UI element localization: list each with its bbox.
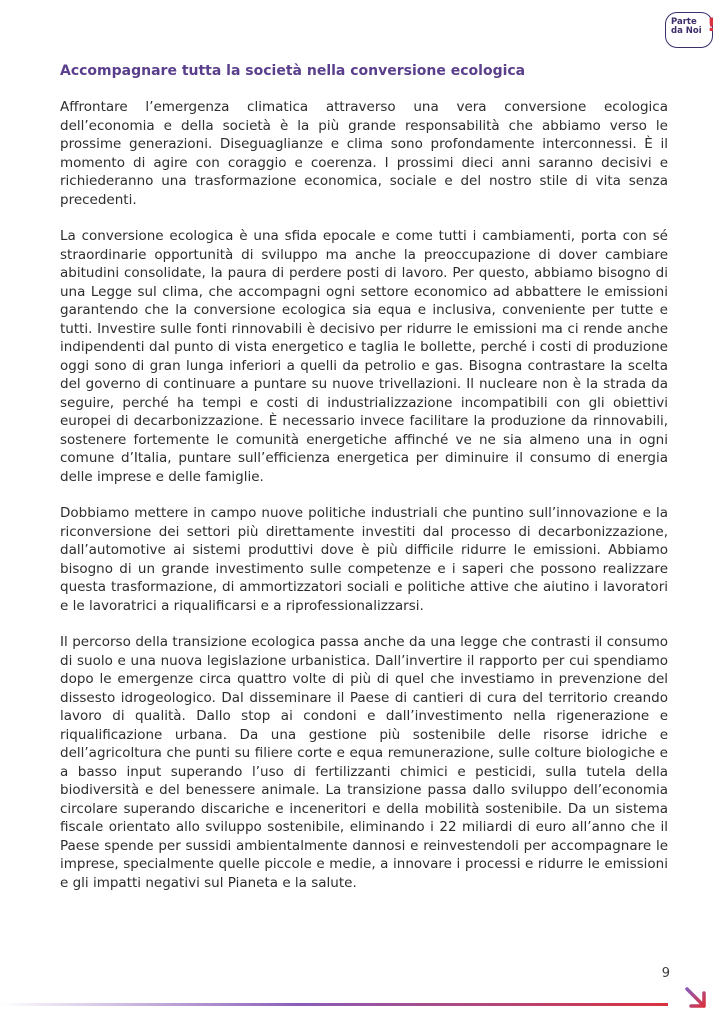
logo-line-2: da Noi [671,26,702,36]
paragraph: Dobbiamo mettere in campo nuove politiche industriali che puntino sull’innovazione e la riconversione dei settori più direttamente investiti dal processo di decarbonizzazione, dall’automotive ai sistemi produttivi dove è più difficile ridurre le emissioni. Abbiamo bisogno di un grande investimento sulle competenze e i saperi che possono realizzare questa trasformazione, di ammortizzatori sociali e politiche attive che aiutino i lavoratori e le lavoratrici a riqualificarsi e a riprofessionalizzarsi. [60,505,668,614]
page-number: 9 [661,966,670,981]
paragraph: La conversione ecologica è una sfida epocale e come tutti i cambiamenti, porta con sé straordinarie opportunità di sviluppo ma anche la preoccupazione di dover cambiare abitudini consolidate, la paura di perdere posti di lavoro. Per questo, abbiamo bisogno di una Legge sul clima, che accompagni ogni settore economico ad abbattere le emissioni garantendo che la conversione ecologica sia equa e inclusiva, conveniente per tutte e tutti. Investire sulle fonti rinnovabili è decisivo per ridurre le emissioni ma ci rende anche indipendenti dal punto di vista energetico e taglia le bollette, perché i costi di produzione oggi sono di gran lunga inferiori a quelli da petrolio e gas. Bisogna contrastare la scelta del governo di continuare a puntare su nuove trivellazioni. Il nucleare non è la strada da seguire, perché ha tempi e costi di industrializzazione incompatibili con gli obiettivi europei di decarbonizzazione. È necessario invece facilitare la produzione da rinnovabili, sostenere fortemente le comunità energetiche affinché ve ne sia almeno una in ogni comune d’Italia, puntare sull’efficienza energetica per diminuire il consumo di energia delle imprese e delle famiglie. [60,228,668,485]
paragraph: Il percorso della transizione ecologica passa anche da una legge che contrasti il consumo di suolo e una nuova legislazione urbanistica. Dall’invertire il rapporto per cui spendiamo dopo le emergenze circa quattro volte di più di quel che investiamo in prevenzione del dissesto idrogeologico. Dal disseminare il Paese di cantieri di cura del territorio creando lavoro di qualità. Dallo stop ai condoni e dall’investimento nella rigenerazione e riqualificazione urbana. Da una gestione più sostenibile delle risorse idriche e dell’agricoltura che punti su filiere corte e equa remunerazione, sulle colture biologiche e a basso input superando l’uso di fertilizzanti chimici e pesticidi, sulla tutela della biodiversità e del benessere animale. La transizione passa dallo sviluppo dell’economia circolare superando discariche e inceneritori e della mobilità sostenibile. Da un sistema fiscale orientato allo sviluppo sostenibile, eliminando i 22 miliardi di euro all’anno che il Paese spende per sussidi ambientalmente dannosi e reinvestendoli per accompagnare le imprese, specialmente quelle piccole e medie, a innovare i processi e ridurre le emissioni e gli impatti negativi sul Pianeta e la salute. [60,634,668,891]
body-text [60,98,668,892]
logo-exclamation: ! [707,14,716,36]
arrow-down-right-icon [683,985,709,1011]
logo-text [671,18,702,36]
paragraph: Affrontare l’emergenza climatica attraverso una vera conversione ecologica dell’economia e della società è la più grande responsabilità che abbiamo verso le prossime generazioni. Diseguaglianze e clima sono profondamente interconnessi. È il momento di agire con coraggio e coerenza. I prossimi dieci anni saranno decisivi e richiederanno una trasformazione economica, sociale e del nostro stile di vita senza precedenti. [60,99,668,208]
party-logo [665,12,717,48]
section-title: Accompagnare tutta la società nella conversione ecologica [60,63,526,79]
logo-line-1: Parte [671,17,697,27]
footer-gradient-bar [0,1003,668,1006]
page-content [60,62,668,910]
